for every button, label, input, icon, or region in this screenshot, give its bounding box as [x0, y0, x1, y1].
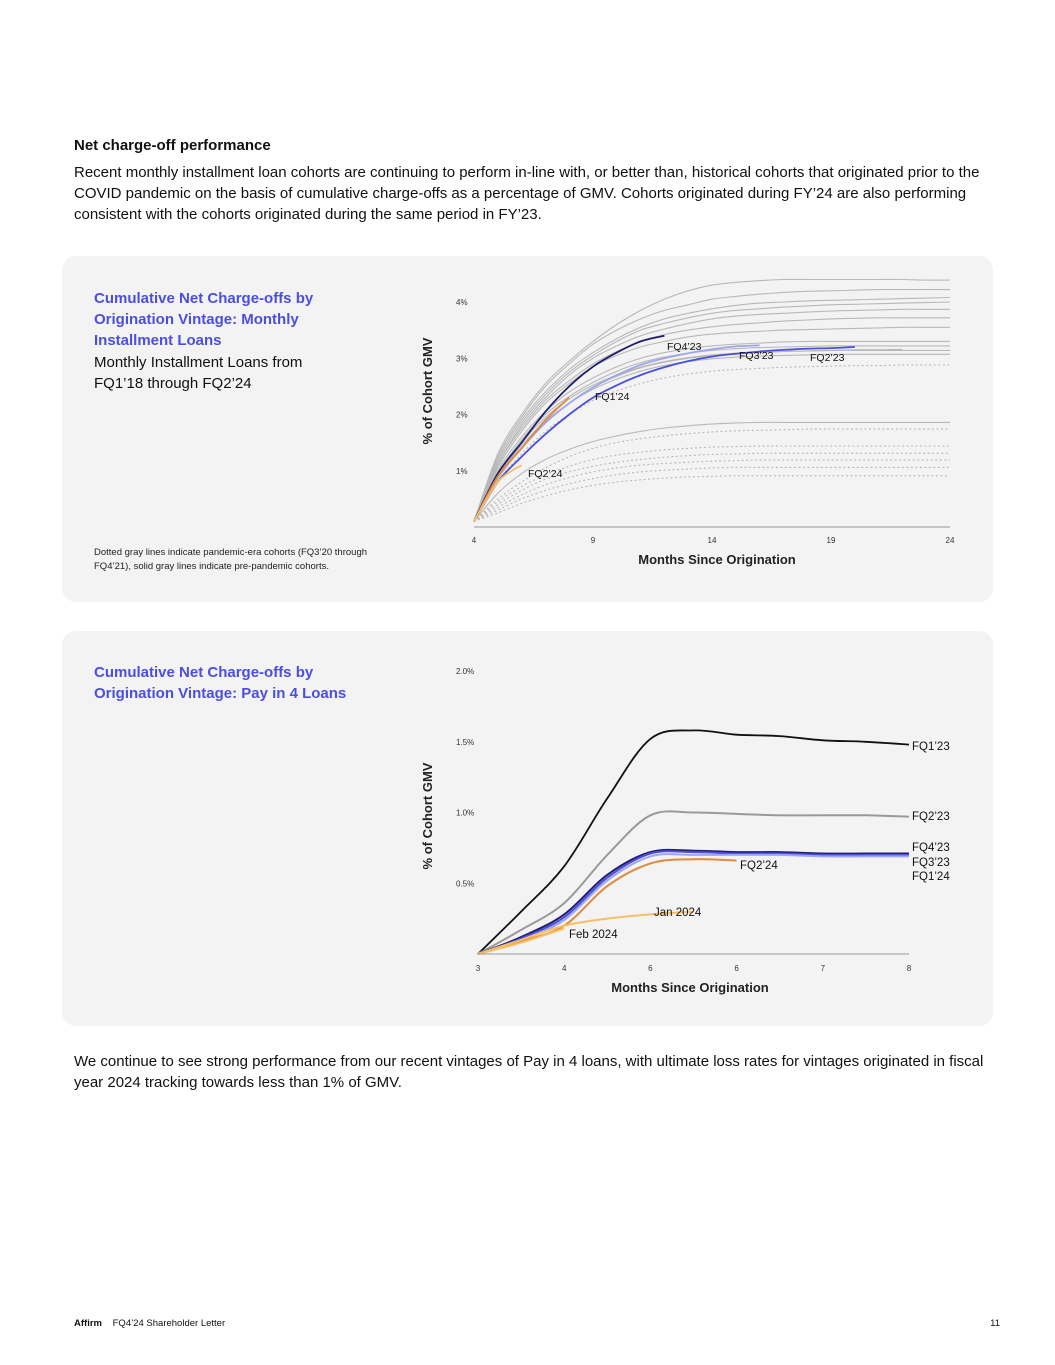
chart1-series-group [474, 279, 950, 521]
chart2-series-line-4 [478, 851, 909, 954]
chart1-series-label: FQ2’23 [810, 352, 845, 364]
chart2-series-label: FQ3’23 [912, 857, 950, 869]
chart2-series-label: FQ2’23 [912, 811, 950, 823]
chart2-x-tick-label: 8 [906, 964, 912, 973]
chart1-series-label: FQ4’23 [667, 341, 702, 353]
chart1-series-line-17 [474, 453, 950, 521]
outro-paragraph: We continue to see strong performance from our recent vintages of Pay in 4 loans, with ultimate loss rates for vintages originated in fiscal year 2024 tracking towards less than 1% of GMV. [74, 1053, 984, 1091]
chart2-y-axis-label: % of Cohort GMV [420, 762, 435, 870]
footer-brand: Affirm [74, 1318, 102, 1329]
chart2-series-label: FQ2’24 [740, 860, 778, 872]
chart1-series-line-16 [474, 446, 950, 521]
chart2-line-labels [569, 741, 950, 941]
chart1-x-tick-label: 24 [945, 536, 955, 545]
chart2-x-tick-label: 3 [475, 964, 481, 973]
chart1-series-line-14 [474, 365, 950, 521]
chart2-x-ticks [476, 964, 912, 973]
section-heading: Net charge-off performance [74, 137, 271, 154]
chart2-series-label: FQ1’24 [912, 871, 950, 883]
chart1-x-tick-label: 9 [590, 536, 596, 545]
chart1-footnote: Dotted gray lines indicate pandemic-era cohorts (FQ3’20 through FQ4’21), solid gray lines indicate pre-pandemic cohorts. [94, 547, 368, 572]
chart1-y-tick-label: 1% [456, 466, 468, 476]
chart1-title: Cumulative Net Charge-offs by Origination Vintage: Monthly Installment Loans [94, 290, 314, 349]
chart2-series-line-5 [478, 854, 909, 954]
chart1-series-line-11 [474, 354, 950, 521]
chart2-y-tick-label: 0.5% [456, 879, 475, 889]
chart1-subtitle: Monthly Installment Loans from FQ1’18 through FQ2’24 [94, 354, 303, 392]
chart1-series-label: FQ1’24 [595, 391, 630, 403]
chart1-series-label: FQ2’24 [528, 468, 563, 480]
chart1-series-line-21 [474, 347, 855, 521]
chart1-series-line-3 [474, 298, 950, 522]
chart1-x-axis-label: Months Since Origination [638, 552, 796, 567]
chart2-title: Cumulative Net Charge-offs by Origination Vintage: Pay in 4 Loans [94, 664, 347, 702]
chart1-y-ticks [456, 298, 468, 476]
chart2-series-label: Feb 2024 [569, 929, 618, 941]
chart2-x-tick-label: 4 [561, 964, 567, 973]
chart2-series-label: Jan 2024 [654, 907, 702, 919]
intro-paragraph: Recent monthly installment loan cohorts are continuing to perform in-line with, or better than, historical cohorts that originated prior to the COVID pandemic on the basis of cumulative charge-offs as a percentage of GMV. Cohorts originated during FY’24 are also performing consistent with the cohorts originated during the same period in FY’23. [74, 164, 980, 223]
chart2-x-tick-label: 6 [648, 964, 653, 973]
chart2-y-tick-label: 1.5% [456, 737, 475, 747]
footer-title: FQ4’24 Shareholder Letter [112, 1318, 226, 1329]
pay-in-4-chart-card [62, 631, 993, 1026]
pay-in-4-chart [62, 631, 993, 1026]
chart2-y-tick-label: 2.0% [456, 667, 475, 676]
chart2-series-line-1 [478, 730, 909, 954]
chart1-y-tick-label: 2% [456, 410, 468, 420]
chart2-series-label: FQ1’23 [912, 741, 950, 753]
chart2-x-tick-label: 6 [734, 964, 739, 973]
chart2-x-tick-label: 7 [820, 964, 826, 973]
chart1-series-line-2 [474, 290, 950, 522]
chart1-series-label: FQ3’23 [739, 350, 774, 362]
chart1-series-line-10 [474, 350, 950, 521]
chart2-series-group [478, 730, 909, 954]
chart2-series-line-3 [478, 850, 909, 954]
chart1-x-tick-label: 14 [707, 536, 717, 545]
chart2-y-tick-label: 1.0% [456, 808, 475, 818]
chart1-y-tick-label: 4% [456, 298, 468, 307]
chart2-y-ticks [456, 667, 474, 888]
chart1-x-ticks [472, 536, 955, 545]
chart1-series-line-13 [474, 349, 902, 521]
chart2-x-axis-label: Months Since Origination [611, 980, 769, 995]
monthly-installment-chart-card [62, 256, 993, 602]
chart2-series-label: FQ4’23 [912, 842, 950, 854]
chart1-x-tick-label: 4 [471, 536, 477, 545]
chart1-y-tick-label: 3% [456, 354, 468, 364]
footer [74, 1318, 225, 1329]
chart1-y-axis-label: % of Cohort GMV [420, 337, 435, 445]
chart1-series-line-20 [474, 476, 950, 522]
chart1-x-tick-label: 19 [826, 536, 836, 545]
monthly-installment-chart [62, 256, 993, 602]
page-number: 11 [990, 1318, 1000, 1329]
